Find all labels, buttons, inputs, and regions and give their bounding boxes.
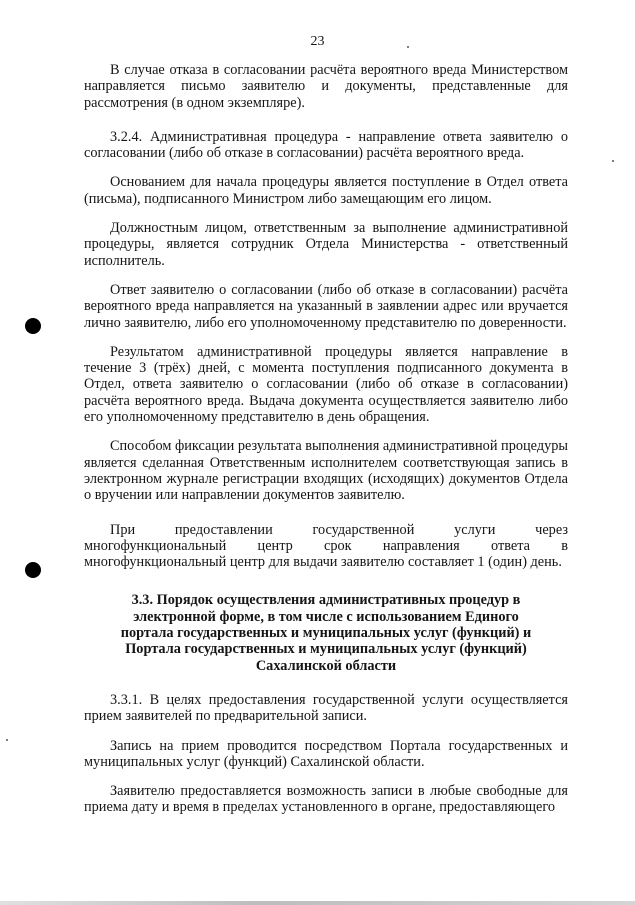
paragraph-refusal-letter: В случае отказа в согласовании расчёта вероятного вреда Министерством направляется письмо заявителю и документы, представленные для рассмотрения (в одном экземпляре). <box>84 62 568 111</box>
punch-hole-top <box>25 318 41 334</box>
scan-bottom-edge <box>0 901 635 905</box>
paragraph-3-2-4: 3.2.4. Административная процедура - направление ответа заявителю о согласовании (либо об отказе в согласовании) расчёта вероятного вреда. <box>84 128 568 162</box>
paragraph-3-3-1: 3.3.1. В целях предоставления государственной услуги осуществляется прием заявителей по предварительной записи. <box>84 691 568 725</box>
section-heading-3-3: 3.3. Порядок осуществления административных процедур в электронной форме, в том числе с использованием Единого портала государственных и муниципальных услуг (функций) и Портала государственных и муниципальных услуг (функций) Сахалинской области <box>120 592 532 674</box>
page-number: 23 <box>310 34 325 49</box>
paragraph-fixation-method: Способом фиксации результата выполнения административной процедуры является сделанная Ответственным исполнителем соответствующая запись в электронном журнале регистрации входящих (исходящих) документов Отдела о вручении или направлении документов заявителю. <box>84 438 568 504</box>
paragraph-mfc-term: При предоставлении государственной услуги через многофункциональный центр срок направления ответа в многофункциональный центр для выдачи заявителю составляет 1 (один) день. <box>84 521 568 571</box>
paragraph-appointment-portal: Запись на прием проводится посредством Портала государственных и муниципальных услуг (функций) Сахалинской области. <box>84 737 568 770</box>
paragraph-procedure-basis: Основанием для начала процедуры является поступление в Отдел ответа (письма), подписанного Министром либо замещающим его лицом. <box>84 174 568 207</box>
scan-speck <box>6 739 8 741</box>
scan-speck <box>407 46 409 48</box>
punch-hole-bottom <box>25 562 41 578</box>
paragraph-procedure-result: Результатом административной процедуры является направление в течение 3 (трёх) дней, с момента поступления подписанного документа в Отдел, ответа заявителю о согласовании (либо об отказе в согласовании) расчёта вероятного вреда. Выдача документа осуществляется заявителю либо его уполномоченному представителю в день обращения. <box>84 343 568 426</box>
scan-speck <box>612 160 614 162</box>
paragraph-responsible-official: Должностным лицом, ответственным за выполнение административной процедуры, является сотрудник Отдела Министерства - ответственный исполнитель. <box>84 220 568 269</box>
paragraph-appointment-options: Заявителю предоставляется возможность записи в любые свободные для приема дату и время в пределах установленного в органе, предоставляющего <box>84 783 568 816</box>
paragraph-response-delivery: Ответ заявителю о согласовании (либо об отказе в согласовании) расчёта вероятного вреда направляется на указанный в заявлении адрес или вручается лично заявителю, либо его уполномоченному представителю по доверенности. <box>84 281 568 331</box>
document-body <box>84 62 568 816</box>
